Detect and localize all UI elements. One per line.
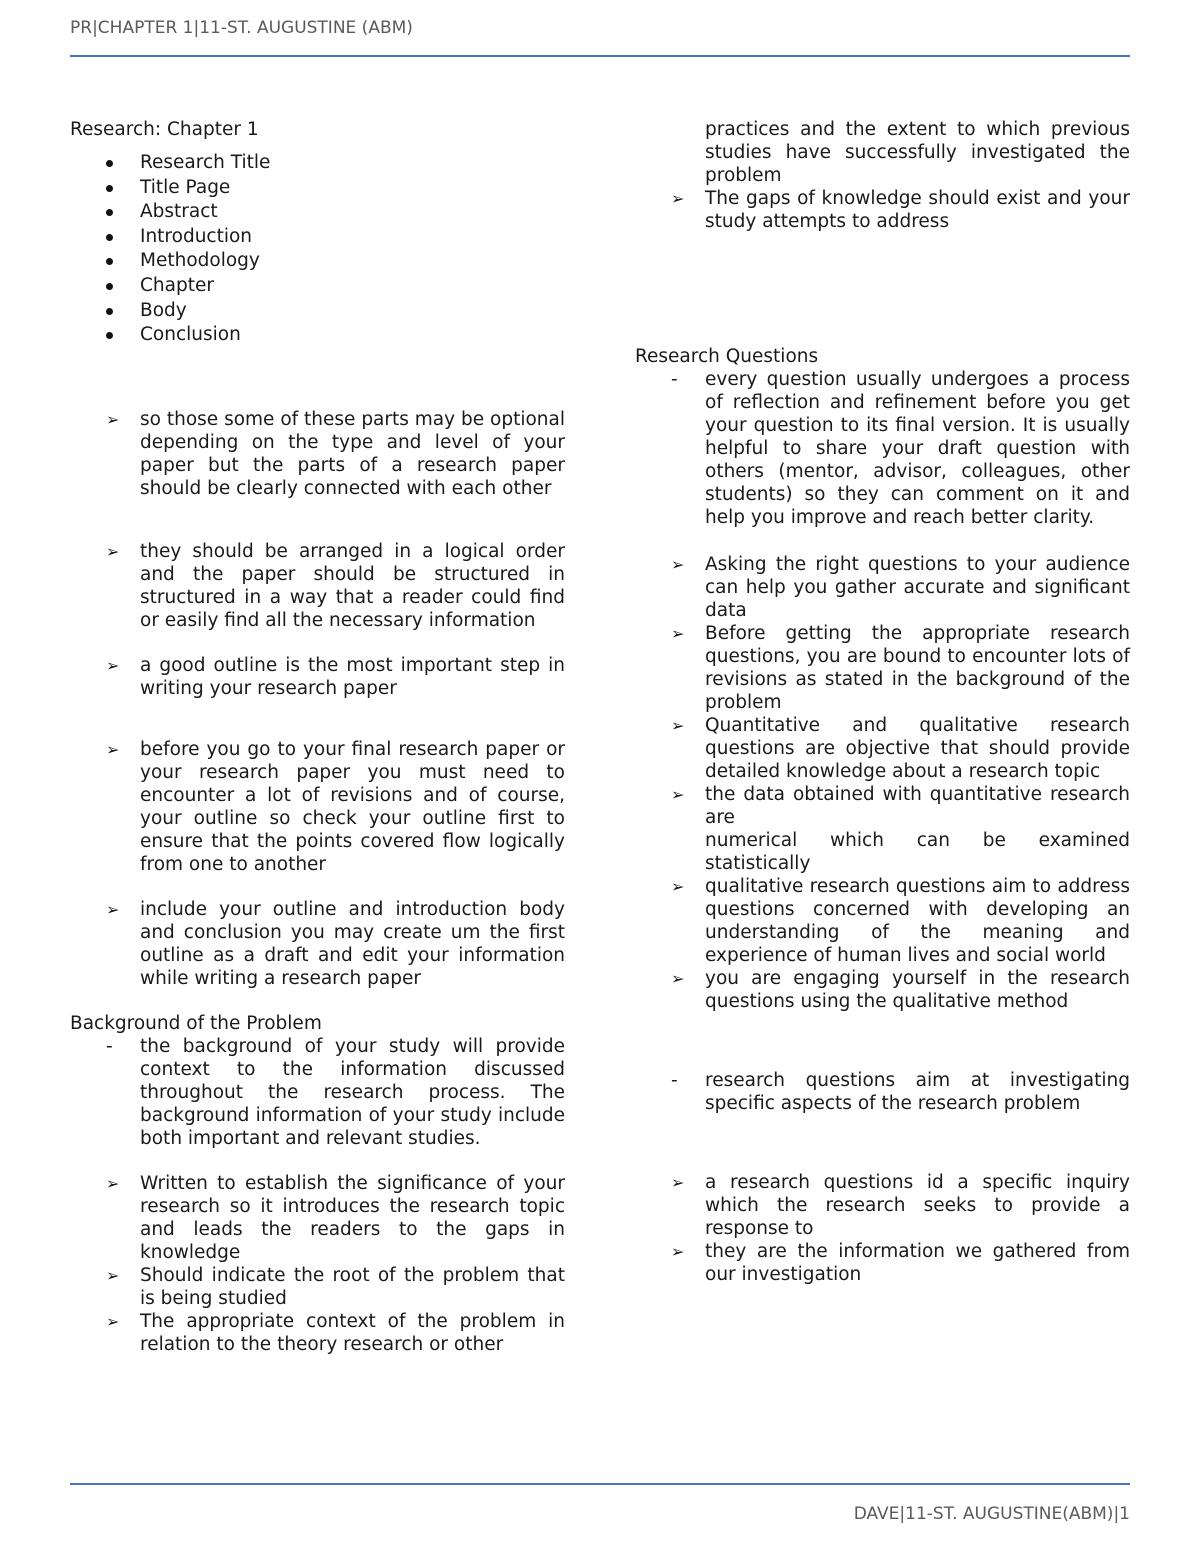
note-item: ➢ before you go to your final research paper or your research paper you must need to encounter a lot of revisions and of course, your outline so check your outline first to ensure that the points covered flow logically from one to another — [106, 738, 565, 875]
list-item: Introduction — [70, 225, 565, 250]
note-item: ➢ a research questions id a specific inquiry which the research seeks to provide a response to — [671, 1172, 1130, 1239]
note-item: ➢ Written to establish the significance of your research so it introduces the research topic and leads the readers to the gaps in knowledge — [106, 1172, 565, 1263]
section-heading-research-questions: Research Questions — [635, 346, 819, 367]
arrow-bullet-icon: ➢ — [671, 785, 685, 804]
bullet-icon — [106, 308, 113, 315]
bullet-icon — [106, 332, 113, 339]
bullet-icon — [106, 234, 113, 241]
bullet-icon — [106, 258, 113, 265]
note-item: ➢ so those some of these parts may be optional depending on the type and level of your paper but the parts of a research paper should be clearly connected with each other — [106, 408, 565, 499]
left-column — [70, 118, 565, 1356]
note-item: ➢ they are the information we gathered from our investigation — [671, 1241, 1130, 1285]
chapter-parts-list — [70, 151, 565, 348]
note-item: ➢ Should indicate the root of the problem that is being studied — [106, 1264, 565, 1309]
arrow-bullet-icon: ➢ — [671, 1173, 685, 1192]
right-column — [635, 118, 1130, 1286]
arrow-bullet-icon: ➢ — [671, 716, 685, 735]
list-item: Conclusion — [70, 323, 565, 348]
section-heading-research: Research: Chapter 1 — [70, 119, 259, 140]
note-item: ➢ include your outline and introduction body and conclusion you may create um the first outline as a draft and edit your information while writing a research paper — [106, 898, 565, 989]
note-item: ➢ Before getting the appropriate research questions, you are bound to encounter lots of revisions as stated in the background of the problem — [671, 623, 1130, 713]
arrow-bullet-icon: ➢ — [106, 1265, 120, 1285]
note-item: ➢ a good outline is the most important step in writing your research paper — [106, 654, 565, 699]
arrow-bullet-icon: ➢ — [106, 655, 120, 675]
note-item: ➢ qualitative research questions aim to address questions concerned with developing an understanding of the meaning and experience of human lives and social world — [671, 876, 1130, 966]
arrow-bullet-icon: ➢ — [106, 1173, 120, 1193]
note-item: ➢ Quantitative and qualitative research questions are objective that should provide detailed knowledge about a research topic — [671, 715, 1130, 782]
bullet-icon — [106, 185, 113, 192]
note-item: ➢ Asking the right questions to your audience can help you gather accurate and significant data — [671, 554, 1130, 621]
list-item: Research Title — [70, 151, 565, 176]
continued-text: numerical which can be examined statistically — [705, 830, 1130, 874]
bullet-icon — [106, 283, 113, 290]
header-rule — [70, 55, 1130, 57]
arrow-bullet-icon: ➢ — [671, 1242, 685, 1261]
list-item: Chapter — [70, 274, 565, 299]
note-item: ➢ they should be arranged in a logical order and the paper should be structured in structured in a way that a reader could find or easily find all the necessary information — [106, 540, 565, 631]
list-item: Methodology — [70, 249, 565, 274]
list-item: Body — [70, 299, 565, 324]
arrow-bullet-icon: ➢ — [106, 739, 120, 759]
arrow-bullet-icon: ➢ — [671, 969, 685, 988]
arrow-bullet-icon: ➢ — [106, 409, 120, 429]
arrow-bullet-icon: ➢ — [671, 189, 685, 208]
note-item: ➢ The gaps of knowledge should exist and your study attempts to address — [671, 188, 1130, 232]
list-item: Title Page — [70, 176, 565, 201]
note-item: ➢ The appropriate context of the problem in relation to the theory research or other — [106, 1310, 565, 1355]
arrow-bullet-icon: ➢ — [106, 541, 120, 561]
arrow-bullet-icon: ➢ — [671, 624, 685, 643]
section-heading-background: Background of the Problem — [70, 1012, 322, 1034]
footer-rule — [70, 1483, 1130, 1485]
arrow-bullet-icon: ➢ — [671, 555, 685, 574]
list-item: Abstract — [70, 200, 565, 225]
note-item: ➢ the data obtained with quantitative research are — [671, 784, 1130, 828]
dash-item: - every question usually undergoes a process of reflection and refinement before you get your question to its final version. It is usually helpful to share your draft question with others (mentor, advisor, colleagues, other students) so they can comment on it and help you improve and reach better clarity. — [671, 369, 1130, 528]
arrow-bullet-icon: ➢ — [106, 1311, 120, 1331]
page-header: PR|CHAPTER 1|11-ST. AUGUSTINE (ABM) — [70, 18, 413, 38]
bullet-icon — [106, 209, 113, 216]
page-footer: DAVE|11-ST. AUGUSTINE(ABM)|1 — [853, 1504, 1130, 1524]
dash-item: - the background of your study will provide context to the information discussed throughout the research process. The background information of your study include both important and relevant studies. — [106, 1035, 565, 1149]
arrow-bullet-icon: ➢ — [671, 877, 685, 896]
arrow-bullet-icon: ➢ — [106, 899, 120, 919]
note-item: ➢ you are engaging yourself in the research questions using the qualitative method — [671, 968, 1130, 1012]
dash-item: - research questions aim at investigating specific aspects of the research problem — [671, 1070, 1130, 1114]
continued-text: practices and the extent to which previous studies have successfully investigated the problem — [705, 119, 1130, 186]
bullet-icon — [106, 160, 113, 167]
